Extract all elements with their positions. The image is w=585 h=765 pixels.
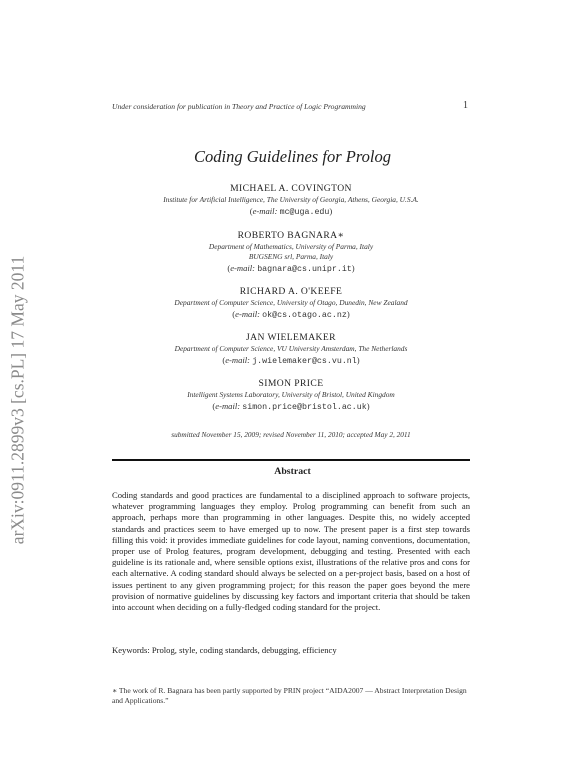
author-name: MICHAEL A. COVINGTON [230, 183, 352, 194]
email-label: e-mail: [252, 206, 278, 216]
email-label: e-mail: [235, 309, 260, 319]
author-name: SIMON PRICE [258, 378, 324, 389]
author-affiliation: Department of Computer Science, University of Otago, Dunedin, New Zealand [174, 298, 408, 307]
author-block [110, 182, 472, 219]
email-address: simon.price@bristol.ac.uk [242, 403, 367, 412]
footnote: ∗ The work of R. Bagnara has been partly supported by PRIN project “AIDA2007 — Abstract Interpretation Design and Applications.” [112, 686, 467, 706]
author-affiliation: Department of Mathematics, University of Parma, Italy [208, 242, 374, 251]
keywords: Keywords: Prolog, style, coding standards, debugging, efficiency [112, 645, 337, 655]
author-affiliation: Department of Computer Science, VU University Amsterdam, The Netherlands [174, 344, 408, 353]
email-address: mc@uga.edu [279, 208, 330, 217]
abstract-body: Coding standards and good practices are fundamental to a disciplined approach to software projects, whatever programming languages they employ. Prolog programming can benefit from such an approach, perhaps more than programming in other languages. Despite this, no widely accepted standards and practices seem to have emerged up to now. The present paper is a first step towards filling this void: it provides immediate guidelines for code layout, naming conventions, documentation, proper use of Prolog features, program development, debugging and testing. Presented with each guideline is its rationale and, where sensible options exist, illustrations of the relative pros and cons for each alternative. A coding standard should always be selected on a per-project basis, based on a host of issues pertinent to any given programming project; for this reason the paper goes beyond the mere provision of normative guidelines by discussing key factors and important criteria that should be taken into account when deciding on a fully-fledged coding standard for the project. [112, 490, 470, 613]
author-email: (e-mail: ok@cs.otago.ac.nz) [232, 309, 350, 320]
author-name: ROBERTO BAGNARA∗ [237, 230, 345, 241]
email-address: j.wielemaker@cs.vu.nl [252, 357, 357, 366]
email-label: e-mail: [215, 401, 241, 411]
author-email: (e-mail: mc@uga.edu) [249, 206, 333, 217]
abstract-rule [112, 459, 470, 461]
arxiv-identifier: arXiv:0911.2899v3 [cs.PL] 17 May 2011 [7, 255, 28, 545]
author-block [110, 229, 472, 276]
author-affiliation: BUGSENG srl, Parma, Italy [248, 252, 334, 261]
submission-dates: submitted November 15, 2009; revised November 11, 2010; accepted May 2, 2011 [171, 430, 411, 439]
author-name: JAN WIELEMAKER [246, 332, 336, 343]
paper-title: Coding Guidelines for Prolog [194, 147, 391, 166]
author-block [110, 377, 472, 414]
abstract-heading: Abstract [274, 466, 311, 477]
email-label: e-mail: [225, 355, 251, 365]
author-email: (e-mail: bagnara@cs.unipr.it) [227, 263, 355, 274]
arxiv-stamp [0, 180, 36, 620]
email-label: e-mail: [230, 263, 256, 273]
author-email: (e-mail: j.wielemaker@cs.vu.nl) [222, 355, 360, 366]
email-address: ok@cs.otago.ac.nz [262, 311, 347, 320]
author-affiliation: Institute for Artificial Intelligence, The University of Georgia, Athens, Georgia, U.S.A. [163, 195, 419, 204]
author-email: (e-mail: simon.price@bristol.ac.uk) [212, 401, 370, 412]
author-block [110, 285, 472, 322]
running-head: Under consideration for publication in Theory and Practice of Logic Programming [112, 102, 366, 111]
email-address: bagnara@cs.unipr.it [257, 265, 352, 274]
author-name: RICHARD A. O'KEEFE [239, 286, 343, 297]
page-number: 1 [463, 100, 468, 111]
author-affiliation: Intelligent Systems Laboratory, University of Bristol, United Kingdom [187, 390, 395, 399]
author-block [110, 331, 472, 368]
